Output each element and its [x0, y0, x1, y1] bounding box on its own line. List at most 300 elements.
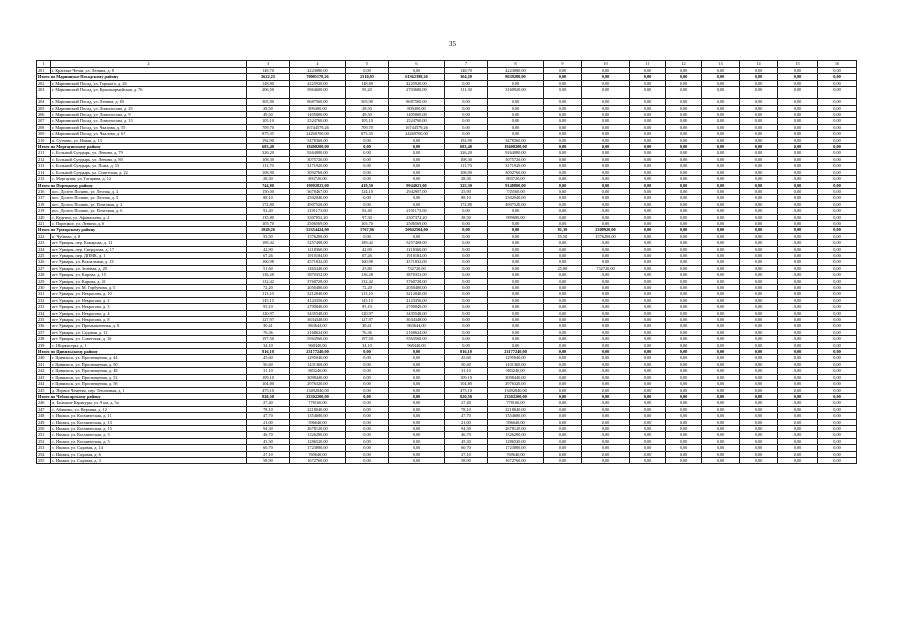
value-cell: 0,00	[702, 246, 740, 252]
value-cell: 0,00	[778, 317, 818, 323]
total-cell: 0,00	[702, 144, 740, 150]
value-cell: 1431360,00	[290, 361, 346, 367]
value-cell: 0,00	[544, 252, 582, 258]
total-cell: 0,00	[630, 144, 666, 150]
value-cell: 0,00	[702, 99, 740, 105]
value-cell: 0,00	[488, 310, 544, 316]
value-cell: 55,50	[247, 233, 290, 239]
value-cell: 0,00	[630, 99, 666, 105]
value-cell: 0,00	[702, 278, 740, 284]
value-cell: 31,10	[247, 368, 290, 374]
value-cell: 1465440,00	[290, 265, 346, 271]
address-cell: пос. Долгго Поляно, ул. Почтовая, д. 6	[51, 208, 247, 214]
value-cell: 0,00	[778, 304, 818, 310]
value-cell: 0,00	[389, 406, 445, 412]
value-cell: 0,00	[740, 297, 778, 303]
value-cell: 0,00	[740, 381, 778, 387]
value-cell: 0,00	[582, 336, 630, 342]
value-cell: 0,00	[702, 156, 740, 162]
value-cell: 0,00	[666, 451, 702, 457]
value-cell: 0,00	[630, 419, 666, 425]
value-cell: 2050480,00	[290, 285, 346, 291]
value-cell: 113,10	[247, 291, 290, 297]
value-cell: 0,00	[702, 310, 740, 316]
value-cell: 0,00	[582, 156, 630, 162]
value-cell: 0,00	[488, 304, 544, 310]
value-cell: 45,30	[445, 438, 488, 444]
value-cell: 0,00	[488, 112, 544, 118]
row-number: 201	[37, 68, 51, 74]
value-cell: 883240,00	[488, 368, 544, 374]
value-cell: 875,35	[346, 131, 389, 137]
value-cell: 0,00	[818, 176, 857, 182]
value-cell: 0,00	[445, 220, 488, 226]
value-cell: 0,00	[818, 291, 857, 297]
value-cell: 0,00	[702, 329, 740, 335]
value-cell: 0,00	[818, 400, 857, 406]
value-cell: 172,80	[247, 201, 290, 207]
value-cell: 0,00	[389, 68, 445, 74]
value-cell: 0,00	[740, 156, 778, 162]
value-cell: 0,00	[630, 291, 666, 297]
value-cell: 2191173,60	[290, 208, 346, 214]
value-cell: 25,80	[544, 265, 582, 271]
value-cell: 0,00	[778, 233, 818, 239]
value-cell: 0,00	[445, 99, 488, 105]
value-cell: 0,00	[389, 201, 445, 207]
value-cell: 0,00	[389, 419, 445, 425]
value-cell: 2942907,00	[389, 188, 445, 194]
value-cell: 2678120,00	[488, 425, 544, 431]
value-cell: 5478360,00	[488, 137, 544, 143]
value-cell: 0,00	[778, 355, 818, 361]
value-cell: 0,00	[666, 220, 702, 226]
row-number: 227	[37, 265, 51, 271]
row-number: 218	[37, 201, 51, 207]
value-cell: 0,00	[445, 336, 488, 342]
value-cell: 172,80	[445, 201, 488, 207]
address-cell: г. Цивильск, ул. Просвещения, д. 44	[51, 355, 247, 361]
value-cell: 0,00	[544, 246, 582, 252]
value-cell: 0,00	[544, 342, 582, 348]
value-cell: 1576200,00	[582, 233, 630, 239]
value-cell: 111,30	[445, 87, 488, 99]
value-cell: 0,00	[702, 112, 740, 118]
value-cell: 0,00	[666, 272, 702, 278]
value-cell: 1431360,00	[488, 361, 544, 367]
value-cell: 24260700,00	[389, 131, 445, 137]
value-cell: 0,00	[346, 137, 389, 143]
value-cell: 0,00	[818, 297, 857, 303]
address-cell: пгт Урмары, ул. Зелёная, д. 29	[51, 265, 247, 271]
value-cell: 189,42	[247, 240, 290, 246]
column-number: 13	[702, 61, 740, 68]
value-cell: 0,00	[630, 445, 666, 451]
value-cell: 0,00	[445, 285, 488, 291]
value-cell: 0,00	[778, 163, 818, 169]
value-cell: 0,00	[544, 304, 582, 310]
value-cell: 0,00	[740, 278, 778, 284]
row-number: 245	[37, 387, 51, 393]
value-cell: 0,00	[778, 374, 818, 380]
value-cell: 0,00	[666, 387, 702, 393]
value-cell: 0,00	[346, 163, 389, 169]
value-cell: 0,00	[666, 176, 702, 182]
row-number: 202	[37, 80, 51, 86]
value-cell: 0,00	[740, 457, 778, 463]
value-cell: 0,00	[778, 68, 818, 74]
value-cell: 0,00	[818, 112, 857, 118]
value-cell: 0,00	[488, 317, 544, 323]
value-cell: 5864600,00	[290, 87, 346, 99]
total-cell: 0,00	[740, 74, 778, 80]
value-cell: 0,00	[740, 368, 778, 374]
total-cell: 0,00	[778, 227, 818, 233]
value-cell: 0,00	[582, 124, 630, 130]
value-cell: 0,00	[630, 438, 666, 444]
value-cell: 1295040,00	[290, 355, 346, 361]
address-cell: пгт Урмары, ул. Некрасова, д. 8	[51, 317, 247, 323]
value-cell: 709,70	[346, 124, 389, 130]
value-cell: 0,00	[389, 368, 445, 374]
total-cell: 0,00	[582, 349, 630, 355]
value-cell: 0,00	[666, 310, 702, 316]
value-cell: 111,70	[247, 163, 290, 169]
total-cell: 0,00	[346, 349, 389, 355]
total-cell: 0,00	[389, 144, 445, 150]
value-cell: 3098440,00	[488, 374, 544, 380]
value-cell: 0,00	[778, 310, 818, 316]
value-cell: 78,10	[445, 406, 488, 412]
value-cell: 0,00	[778, 329, 818, 335]
total-cell: 0,00	[702, 227, 740, 233]
value-cell: 45,30	[247, 438, 290, 444]
value-cell: 875,35	[247, 131, 290, 137]
value-cell: 0,00	[702, 432, 740, 438]
value-cell: 0,00	[346, 381, 389, 387]
value-cell: 709,70	[247, 124, 290, 130]
value-cell: 0,00	[818, 457, 857, 463]
value-cell: 0,00	[346, 201, 389, 207]
total-cell: 0,00	[702, 393, 740, 399]
value-cell: 108,30	[247, 156, 290, 162]
value-cell: 0,00	[544, 201, 582, 207]
value-cell: 0,00	[818, 342, 857, 348]
value-cell: 2050480,00	[389, 285, 445, 291]
value-cell: 5563560,00	[389, 336, 445, 342]
value-cell: 0,00	[666, 361, 702, 367]
value-cell: 0,00	[818, 329, 857, 335]
value-cell: 0,00	[582, 419, 630, 425]
value-cell: 0,00	[544, 317, 582, 323]
value-cell: 0,00	[818, 413, 857, 419]
value-cell: 0,00	[778, 413, 818, 419]
value-cell: 0,00	[666, 188, 702, 194]
total-cell: 1849,26	[247, 227, 290, 233]
value-cell: 0,00	[666, 406, 702, 412]
total-cell: 0,00	[544, 349, 582, 355]
value-cell: 0,00	[818, 278, 857, 284]
value-cell: 0,00	[488, 124, 544, 130]
row-number: 253	[37, 445, 51, 451]
value-cell: 0,00	[818, 425, 857, 431]
value-cell: 0,00	[445, 342, 488, 348]
value-cell: 0,00	[488, 80, 544, 86]
row-number: 235	[37, 317, 51, 323]
value-cell: 0,00	[389, 137, 445, 143]
value-cell: 0,00	[818, 201, 857, 207]
value-cell: 0,00	[630, 387, 666, 393]
value-cell: 0,00	[740, 406, 778, 412]
value-cell: 2506569,00	[389, 220, 445, 226]
value-cell: 88,10	[247, 195, 290, 201]
value-cell: 3760728,00	[290, 278, 346, 284]
value-cell: 2191173,60	[389, 208, 445, 214]
value-cell: 0,00	[445, 112, 488, 118]
value-cell: 2700840,00	[290, 304, 346, 310]
value-cell: 0,00	[544, 400, 582, 406]
value-cell: 0,00	[488, 252, 544, 258]
value-cell: 28,50	[247, 105, 290, 111]
value-cell: 0,00	[582, 400, 630, 406]
value-cell: 0,00	[740, 163, 778, 169]
value-cell: 0,00	[630, 137, 666, 143]
value-cell: 0,00	[818, 368, 857, 374]
value-cell: 45,60	[247, 355, 290, 361]
row-number: 250	[37, 425, 51, 431]
value-cell: 0,00	[582, 278, 630, 284]
total-cell: 0,00	[818, 393, 857, 399]
value-cell: 0,00	[818, 259, 857, 265]
value-cell: 1910184,00	[389, 252, 445, 258]
district-total-label: Итого по Цивильскому району	[37, 349, 247, 355]
value-cell: 0,00	[666, 195, 702, 201]
value-cell: 0,00	[778, 105, 818, 111]
value-cell: 0,00	[544, 80, 582, 86]
value-cell: 0,00	[666, 131, 702, 137]
value-cell: 0,00	[702, 208, 740, 214]
value-cell: 0,00	[544, 438, 582, 444]
value-cell: 809400,00	[389, 105, 445, 111]
value-cell: 0,00	[818, 220, 857, 226]
row-number: 222	[37, 233, 51, 239]
value-cell: 0,00	[740, 361, 778, 367]
value-cell: 0,00	[346, 195, 389, 201]
value-cell: 0,00	[778, 342, 818, 348]
total-cell: 23302200,00	[290, 393, 346, 399]
value-cell: 0,00	[740, 252, 778, 258]
value-cell: 0,00	[389, 451, 445, 457]
value-cell: 4123356,00	[389, 297, 445, 303]
value-cell: 0,00	[778, 451, 818, 457]
total-cell: 0,00	[702, 349, 740, 355]
value-cell: 0,00	[666, 425, 702, 431]
address-cell: с. Моргауши, ул. Гагарина, д. 12	[51, 176, 247, 182]
total-cell: 0,00	[544, 393, 582, 399]
row-number: 206	[37, 112, 51, 118]
value-cell: 0,00	[544, 156, 582, 162]
value-cell: 9264080,00	[290, 150, 346, 156]
value-cell: 0,00	[630, 259, 666, 265]
value-cell: 0,00	[702, 368, 740, 374]
value-cell: 0,00	[346, 150, 389, 156]
row-number: 226	[37, 259, 51, 265]
value-cell: 0,00	[630, 278, 666, 284]
value-cell: 0,00	[630, 272, 666, 278]
value-cell: 0,00	[702, 451, 740, 457]
value-cell: 0,00	[346, 432, 389, 438]
total-cell: 0,00	[630, 74, 666, 80]
value-cell: 0,00	[544, 425, 582, 431]
value-cell: 0,00	[445, 124, 488, 130]
value-cell: 0,00	[630, 425, 666, 431]
value-cell: 0,00	[702, 355, 740, 361]
row-number: 229	[37, 278, 51, 284]
total-cell: 0,00	[346, 144, 389, 150]
address-cell: с. Большой Сундырь, ул. Ленина, д. 80	[51, 156, 247, 162]
column-number: 2	[51, 61, 247, 68]
value-cell: 0,00	[666, 118, 702, 124]
value-cell: 0,00	[702, 304, 740, 310]
total-cell: 0,00	[818, 182, 857, 188]
value-cell: 0,00	[544, 419, 582, 425]
value-cell: 0,00	[488, 291, 544, 297]
value-cell: 0,00	[740, 438, 778, 444]
column-number: 11	[630, 61, 666, 68]
column-number: 9	[544, 61, 582, 68]
value-cell: 0,00	[778, 169, 818, 175]
value-cell: 0,00	[630, 68, 666, 74]
value-cell: 0,00	[740, 374, 778, 380]
value-cell: 0,00	[740, 342, 778, 348]
value-cell: 38,50	[445, 214, 488, 220]
value-cell: 0,00	[630, 176, 666, 182]
value-cell: 0,00	[666, 150, 702, 156]
value-cell: 0,00	[445, 323, 488, 329]
value-cell: 34,10	[247, 342, 290, 348]
value-cell: 0,00	[702, 87, 740, 99]
total-cell: 0,00	[630, 349, 666, 355]
row-number: 205	[37, 105, 51, 111]
value-cell: 0,00	[740, 355, 778, 361]
value-cell: 0,00	[544, 137, 582, 143]
address-cell: с. Ишаки, ул. Садовая, д. 3	[51, 457, 247, 463]
value-cell: 92,40	[247, 208, 290, 214]
value-cell: 0,00	[818, 195, 857, 201]
total-cell: 816,10	[247, 349, 290, 355]
value-cell: 2700840,00	[389, 304, 445, 310]
row-number: 228	[37, 272, 51, 278]
total-cell: 0,00	[630, 182, 666, 188]
value-cell: 0,00	[582, 361, 630, 367]
value-cell: 2524760,00	[290, 118, 346, 124]
value-cell: 0,00	[630, 317, 666, 323]
value-cell: 0,00	[544, 169, 582, 175]
district-total-label: Итого по Чебоксарскому району	[37, 393, 247, 399]
value-cell: 0,00	[740, 87, 778, 99]
value-cell: 0,00	[778, 99, 818, 105]
value-cell: 0,00	[389, 195, 445, 201]
total-cell: 820,50	[445, 393, 488, 399]
district-total-label: Итого по Урмарскому району	[37, 227, 247, 233]
value-cell: 160,98	[247, 259, 290, 265]
value-cell: 3212040,00	[389, 291, 445, 297]
value-cell: 3212040,00	[290, 291, 346, 297]
value-cell: 1326280,00	[488, 432, 544, 438]
value-cell: 0,00	[666, 400, 702, 406]
value-cell: 0,00	[666, 381, 702, 387]
row-number: 240	[37, 355, 51, 361]
value-cell: 0,00	[818, 124, 857, 130]
value-cell: 0,00	[389, 400, 445, 406]
column-number: 14	[740, 61, 778, 68]
value-cell: 0,00	[702, 381, 740, 387]
value-cell: 47,70	[247, 413, 290, 419]
value-cell: 95,10	[247, 304, 290, 310]
value-cell: 109,10	[445, 374, 488, 380]
value-cell: 0,00	[445, 80, 488, 86]
value-cell: 0,00	[702, 272, 740, 278]
value-cell: 0,00	[778, 361, 818, 367]
value-cell: 0,00	[630, 413, 666, 419]
value-cell: 0,00	[778, 457, 818, 463]
value-cell: 0,00	[582, 252, 630, 258]
value-cell: 1672760,00	[488, 457, 544, 463]
value-cell: 0,00	[488, 233, 544, 239]
value-cell: 27,10	[445, 451, 488, 457]
district-total-label: Итого по Порецкому району	[37, 182, 247, 188]
value-cell: 0,00	[778, 150, 818, 156]
address-cell: г. Цивильск, ул. Просвещения, д. 56	[51, 381, 247, 387]
total-cell: 19408200,00	[488, 144, 544, 150]
value-cell: 0,00	[818, 432, 857, 438]
address-cell: пгт Урмары, пер. Комарова, д. 13	[51, 240, 247, 246]
value-cell: 0,00	[818, 150, 857, 156]
value-cell: 1218360,00	[389, 246, 445, 252]
value-cell: 3171920,00	[290, 163, 346, 169]
total-cell: 0,00	[666, 144, 702, 150]
value-cell: 0,00	[778, 80, 818, 86]
value-cell: 0,00	[666, 233, 702, 239]
address-cell: пгт Урмары, пер. Свердлова, д. 17	[51, 246, 247, 252]
value-cell: 30,41	[346, 323, 389, 329]
value-cell: 88,10	[445, 195, 488, 201]
value-cell: 0,00	[666, 304, 702, 310]
value-cell: 596640,00	[488, 419, 544, 425]
total-cell: 8639280,00	[488, 74, 544, 80]
value-cell: 0,00	[544, 285, 582, 291]
total-cell: 0,00	[389, 393, 445, 399]
total-cell: 0,00	[702, 182, 740, 188]
value-cell: 0,00	[544, 150, 582, 156]
value-cell: 76,36	[346, 329, 389, 335]
value-cell: 778160,00	[290, 400, 346, 406]
value-cell: 0,00	[445, 265, 488, 271]
value-cell: 0,00	[740, 80, 778, 86]
value-cell: 863644,00	[290, 323, 346, 329]
value-cell: 0,00	[666, 80, 702, 86]
value-cell: 0,00	[445, 233, 488, 239]
value-cell: 0,00	[778, 131, 818, 137]
value-cell: 0,00	[445, 105, 488, 111]
value-cell: 0,00	[445, 246, 488, 252]
value-cell: 0,00	[778, 381, 818, 387]
value-cell: 0,00	[389, 361, 445, 367]
value-cell: 0,00	[818, 208, 857, 214]
value-cell: 1218360,00	[290, 246, 346, 252]
value-cell: 0,00	[702, 201, 740, 207]
value-cell: 0,00	[582, 246, 630, 252]
